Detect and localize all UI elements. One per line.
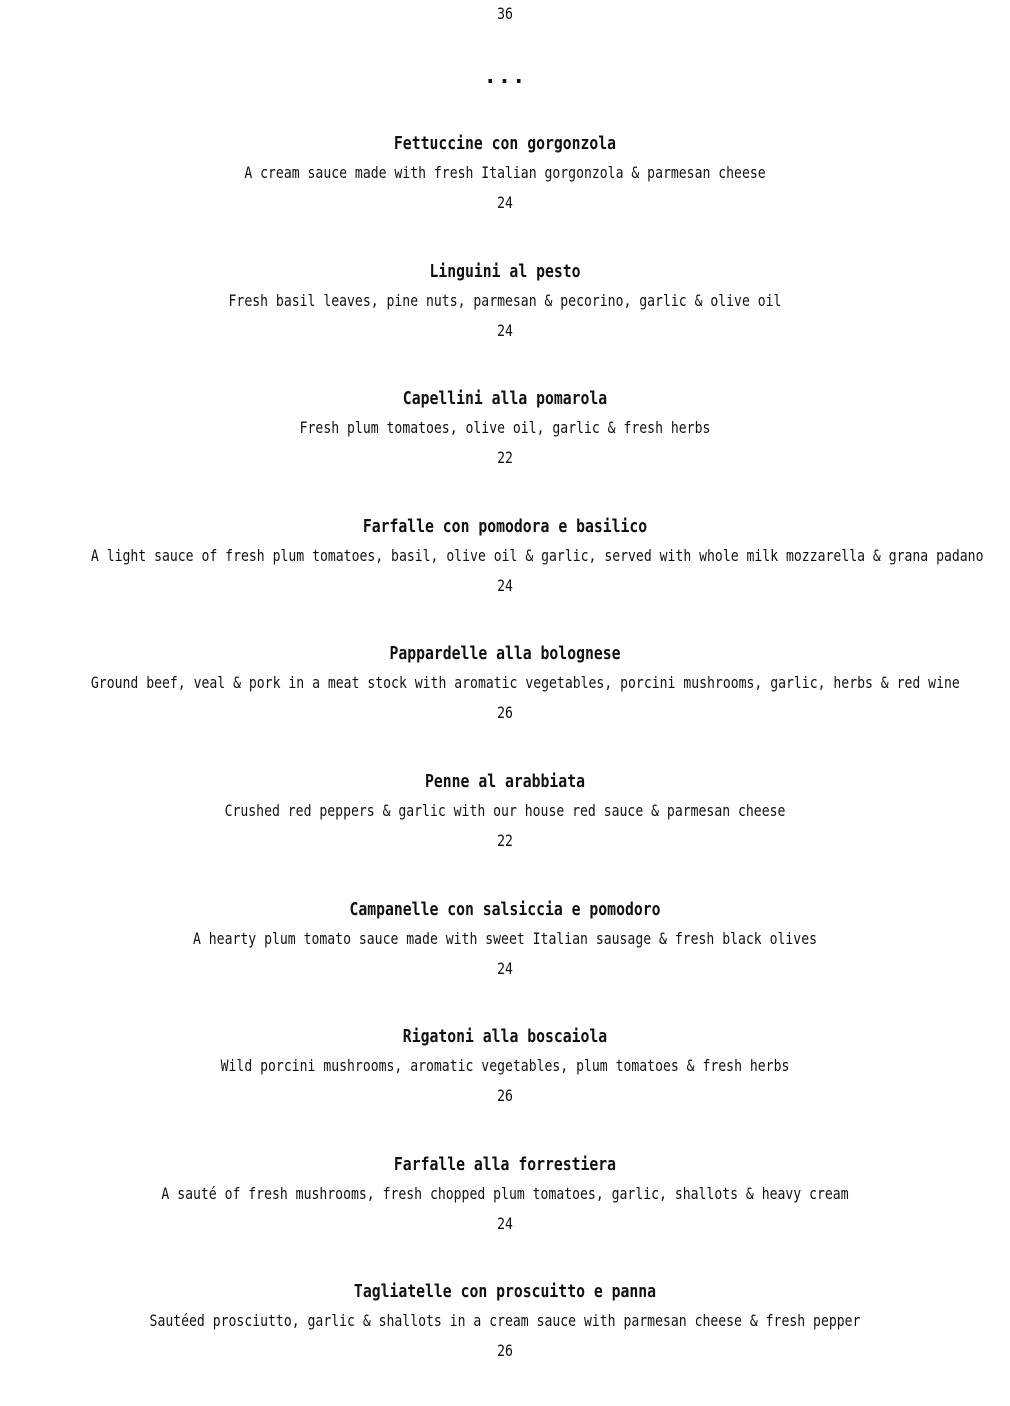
menu-item-price: 22 <box>497 830 513 850</box>
menu-item-name: Linguini al pesto <box>429 260 581 282</box>
menu-item-name: Farfalle con pomodora e basilico <box>362 515 648 537</box>
menu-item-price: 26 <box>497 1086 513 1106</box>
menu-item-price: 24 <box>497 958 513 978</box>
menu-item-name: Campanelle con salsiccia e pomodoro <box>349 898 661 920</box>
menu-item-name: Tagliatelle con proscuitto e panna <box>353 1281 657 1303</box>
menu-item-description: A sauté of fresh mushrooms, fresh chopped plum tomatoes, garlic, shallots & heavy cream <box>161 1183 849 1203</box>
menu-item-price: 24 <box>497 1213 513 1233</box>
page-number: 36 <box>497 4 513 23</box>
menu-item-price: 22 <box>497 448 513 468</box>
menu-item <box>0 896 1010 1024</box>
menu-item-name: Fettuccine con gorgonzola <box>393 133 617 154</box>
menu-item-description: A cream sauce made with fresh Italian gorgonzola & parmesan cheese <box>244 163 766 182</box>
pasta-menu-list <box>0 130 1010 1406</box>
menu-item-name: Pappardelle alla bolognese <box>389 643 621 665</box>
menu-item <box>0 1023 1010 1151</box>
menu-item-description: Crushed red peppers & garlic with our house red sauce & parmesan cheese <box>224 800 786 820</box>
menu-item-description: A light sauce of fresh plum tomatoes, basil, olive oil & garlic, served with whole milk mozzarella & grana padano <box>90 545 984 565</box>
menu-item <box>0 640 1010 768</box>
menu-item-price: 24 <box>497 320 513 340</box>
menu-item-description: Wild porcini mushrooms, aromatic vegetables, plum tomatoes & fresh herbs <box>220 1056 790 1076</box>
section-separator: ... <box>483 64 527 89</box>
menu-item <box>0 768 1010 896</box>
menu-item-name: Rigatoni alla boscaiola <box>402 1026 608 1048</box>
menu-item-description: Fresh basil leaves, pine nuts, parmesan & pecorino, garlic & olive oil <box>228 290 782 310</box>
menu-item-price: 26 <box>497 703 513 723</box>
menu-item <box>0 513 1010 641</box>
menu-item <box>0 130 1010 258</box>
menu-item <box>0 258 1010 386</box>
menu-item-name: Capellini alla pomarola <box>402 388 608 410</box>
menu-item <box>0 1151 1010 1279</box>
menu-item <box>0 385 1010 513</box>
menu-item-price: 24 <box>497 575 513 595</box>
menu-item-description: Fresh plum tomatoes, olive oil, garlic & fresh herbs <box>299 418 711 438</box>
menu-item-description: Sautéed prosciutto, garlic & shallots in a cream sauce with parmesan cheese & fresh pepper <box>149 1311 861 1331</box>
menu-item-name: Farfalle alla forrestiera <box>393 1153 617 1175</box>
menu-item-price: 26 <box>497 1341 513 1361</box>
menu-item-description: Ground beef, veal & pork in a meat stock with aromatic vegetables, porcini mushrooms, garlic, herbs & red wine <box>90 673 960 693</box>
menu-item-description: A hearty plum tomato sauce made with sweet Italian sausage & fresh black olives <box>192 928 818 948</box>
menu-item <box>0 1278 1010 1406</box>
menu-item-price: 24 <box>497 193 513 212</box>
menu-item-name: Penne al arabbiata <box>425 770 585 792</box>
